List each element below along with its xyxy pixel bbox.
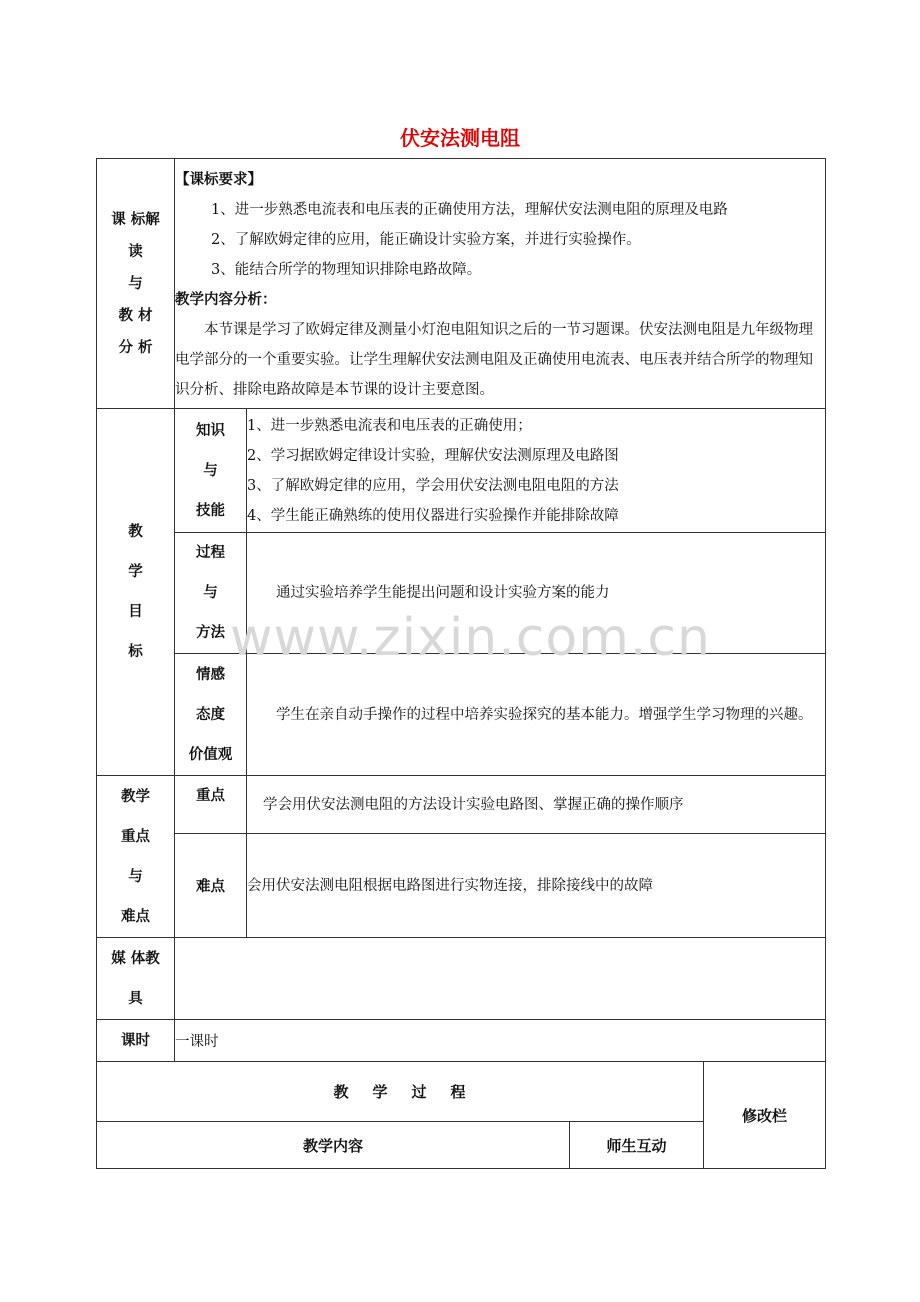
teaching-objectives-label: 教 学 目 标 [97,409,175,776]
standard-item-3: 3、能结合所学的物理知识排除电路故障。 [211,262,482,278]
teaching-process-header: 教学过程 [97,1062,704,1122]
teaching-process-table [96,1061,826,1169]
media-row [97,938,826,1020]
knowledge-item-2: 2、学习据欧姆定律设计实验，理解伏安法测原理及电路图 [247,447,619,464]
curriculum-analysis-row [97,159,826,409]
class-hours-label: 课时 [97,1020,175,1062]
knowledge-skills-label: 知识 与 技能 [175,409,247,533]
knowledge-skills-content [247,409,826,533]
page-title: 伏安法测电阻 [400,126,520,150]
knowledge-item-3: 3、了解欧姆定律的应用，学会用伏安法测电阻电阻的方法 [247,477,619,494]
media-label: 媒 体教 具 [97,938,175,1020]
content-analysis-heading: 教学内容分析： [175,292,277,308]
knowledge-item-1: 1、进一步熟悉电流表和电压表的正确使用； [247,417,532,434]
process-method-content: 通过实验培养学生能提出问题和设计实验方案的能力 [247,533,826,654]
standard-item-1: 1、进一步熟悉电流表和电压表的正确使用方法，理解伏安法测电阻的原理及电路 [211,202,728,218]
lesson-plan-table [96,158,826,1062]
revision-column-header: 修改栏 [704,1062,826,1169]
key-point-row [97,776,826,834]
curriculum-analysis-content [175,159,826,409]
standard-item-2: 2、了解欧姆定律的应用，能正确设计实验方案，并进行实验操作。 [211,232,641,248]
curriculum-analysis-label: 课 标解 读 与 教 材 分 析 [97,159,175,409]
key-difficult-label: 教学 重点 与 难点 [97,776,175,938]
standards-heading: 【课标要求】 [175,172,262,188]
process-method-label: 过程 与 方法 [175,533,247,654]
attitude-values-label: 情感 态度 价值观 [175,654,247,776]
interaction-header: 师生互动 [570,1122,704,1169]
objective-attitude-row [97,654,826,776]
difficult-point-content: 会用伏安法测电阻根据电路图进行实物连接，排除接线中的故障 [247,834,826,938]
class-hours-content: 一课时 [175,1020,826,1062]
class-hours-row [97,1020,826,1062]
objective-process-row [97,533,826,654]
difficult-point-label: 难点 [175,834,247,938]
key-point-label: 重点 [175,776,247,834]
watermark: www.zixin.com.cn [230,608,711,668]
teaching-content-header: 教学内容 [97,1122,570,1169]
knowledge-item-4: 4、学生能正确熟练的使用仪器进行实验操作并能排除故障 [247,507,619,524]
attitude-values-content: 学生在亲自动手操作的过程中培养实验探究的基本能力。增强学生学习物理的兴趣。 [247,654,826,776]
media-content [175,938,826,1020]
key-point-content: 学会用伏安法测电阻的方法设计实验电路图、掌握正确的操作顺序 [247,776,826,834]
content-analysis-text: 本节课是学习了欧姆定律及测量小灯泡电阻知识之后的一节习题课。伏安法测电阻是九年级物理电学部分的一个重要实验。让学生理解伏安法测电阻及正确使用电流表、电压表并结合所学的物理知识分析、排除电路故障是本节课的设计主要意图。 [175,322,813,398]
difficult-point-row [97,834,826,938]
objective-knowledge-row [97,409,826,533]
